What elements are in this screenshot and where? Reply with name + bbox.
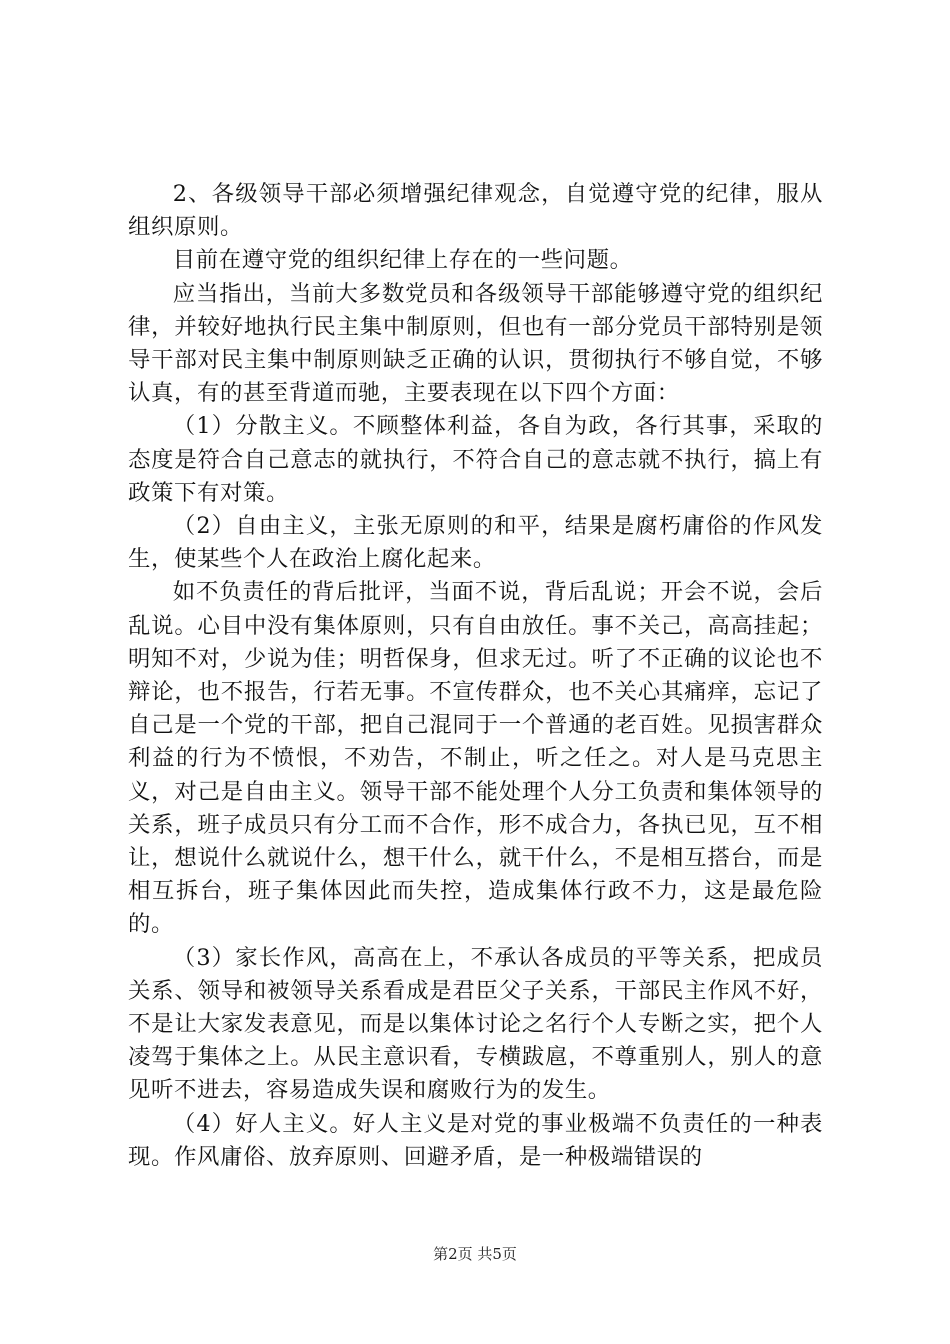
paragraph-liberalism-detail: 如不负责任的背后批评，当面不说，背后乱说；开会不说，会后乱说。心目中没有集体原则，只有自由放任。事不关己，高高挂起；明知不对，少说为佳；明哲保身，但求无过。听了不正确的议论也不辩论，也不报告，行若无事。不宣传群众，也不关心其痛痒，忘记了自己是一个党的干部，把自己混同于一个普通的老百姓。见损害群众利益的行为不愤恨，不劝告，不制止，听之任之。对人是马克思主义，对己是自由主义。领导干部不能处理个人分工负责和集体领导的关系，班子成员只有分工而不合作，形不成合力，各执已见，互不相让，想说什么就说什么，想干什么，就干什么，不是相互搭台，而是相互拆台，班子集体因此而失控，造成集体行政不力，这是最危险的。 [128, 579, 823, 938]
paragraph-item-4: （4）好人主义。好人主义是对党的事业极端不负责任的一种表现。作风庸俗、放弃原则、回避矛盾，是一种极端错误的 [128, 1110, 823, 1170]
document-body [128, 178, 823, 1174]
page-number-footer: 第2页 共5页 [433, 1245, 517, 1263]
paragraph-overview: 应当指出，当前大多数党员和各级领导干部能够遵守党的组织纪律，并较好地执行民主集中制原则，但也有一部分党员干部特别是领导干部对民主集中制原则缺乏正确的认识，贯彻执行不够自觉，不够认真，有的甚至背道而驰，主要表现在以下四个方面： [128, 280, 823, 407]
paragraph-item-3: （3）家长作风，高高在上，不承认各成员的平等关系，把成员关系、领导和被领导关系看成是君臣父子关系，干部民主作风不好，不是让大家发表意见，而是以集体讨论之名行个人专断之实，把个人凌驾于集体之上。从民主意识看，专横跋扈，不尊重别人，别人的意见听不进去，容易造成失误和腐败行为的发生。 [128, 944, 823, 1104]
paragraph-discipline-heading: 2、各级领导干部必须增强纪律观念，自觉遵守党的纪律，服从组织原则。 [128, 181, 823, 241]
paragraph-item-2: （2）自由主义，主张无原则的和平，结果是腐朽庸俗的作风发生，使某些个人在政治上腐化起来。 [128, 513, 823, 573]
paragraph-item-1: （1）分散主义。不顾整体利益，各自为政，各行其事，采取的态度是符合自己意志的就执行，不符合自己的意志就不执行，搞上有政策下有对策。 [128, 413, 823, 506]
paragraph-problems-intro: 目前在遵守党的组织纪律上存在的一些问题。 [172, 247, 633, 274]
